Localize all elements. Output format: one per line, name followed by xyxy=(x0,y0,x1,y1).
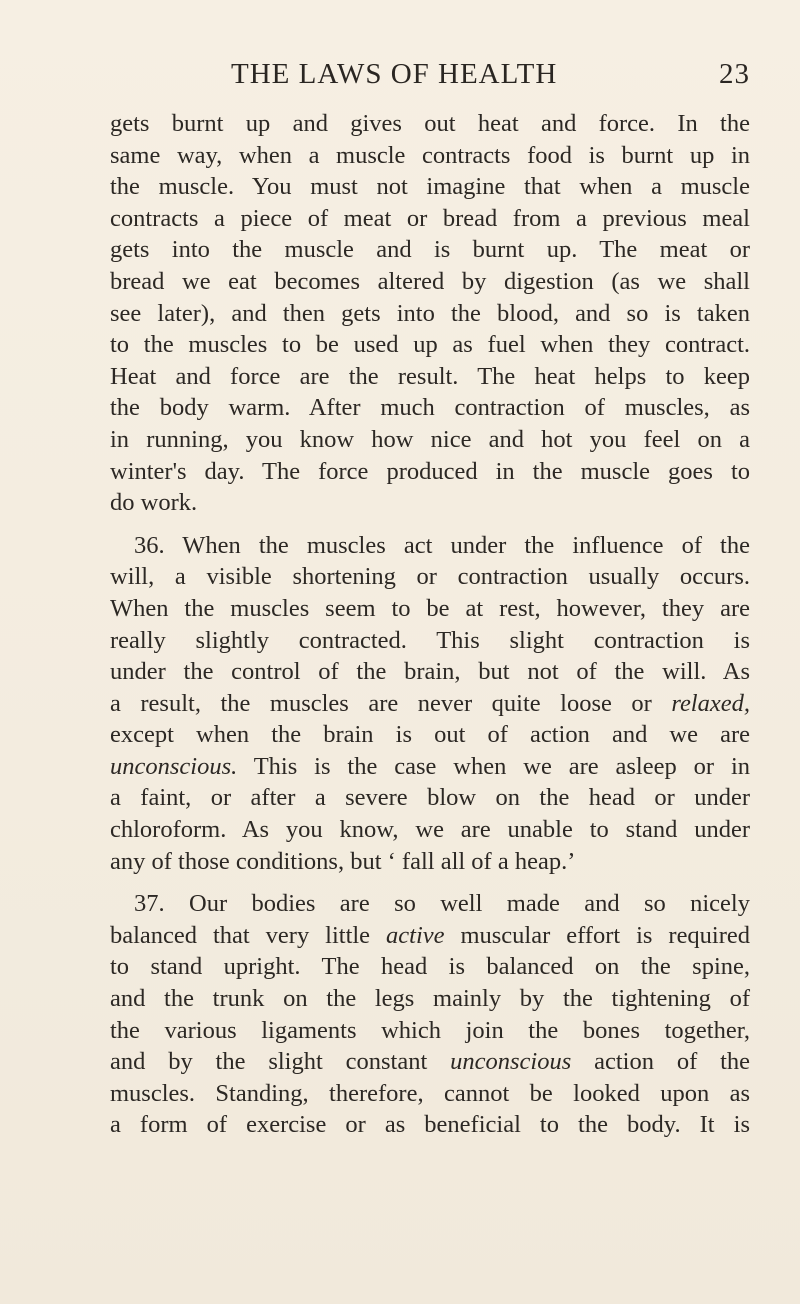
italic-text: active xyxy=(386,921,445,949)
paragraph xyxy=(110,530,750,878)
paragraph xyxy=(110,888,750,1141)
text-line: winter's day. The force produced in the muscle goes to xyxy=(110,457,750,485)
text-line: the various ligaments which join the bones together, xyxy=(110,1016,750,1044)
text-line: see later), and then gets into the blood, and so is taken xyxy=(110,299,750,327)
text-line: 37. Our bodies are so well made and so nicely xyxy=(134,890,750,918)
text-line: to the muscles to be used up as fuel when they contract. xyxy=(110,331,750,359)
text-segment: balanced that very little xyxy=(110,921,371,949)
text-line xyxy=(110,920,750,952)
text-line: will, a visible shortening or contraction usually occurs. xyxy=(110,563,750,591)
text-line: gets into the muscle and is burnt up. The meat or xyxy=(110,236,750,264)
text-segment: muscular effort is required xyxy=(460,921,751,949)
page-number: 23 xyxy=(719,58,750,90)
text-line xyxy=(110,688,750,720)
text-line: do work. xyxy=(110,489,198,517)
text-line: Heat and force are the result. The heat helps to keep xyxy=(110,362,750,390)
text-line: a faint, or after a severe blow on the head or under xyxy=(110,784,750,812)
text-line: to stand upright. The head is balanced on the spine, xyxy=(110,953,750,981)
paragraph xyxy=(110,108,750,519)
text-line: chloroform. As you know, we are unable to stand under xyxy=(110,816,750,844)
text-line: same way, when a muscle contracts food is burnt up in xyxy=(110,141,750,169)
text-line: any of those conditions, but ‘ fall all of a heap.’ xyxy=(110,847,576,875)
italic-text: unconscious xyxy=(450,1048,572,1076)
text-segment: and by the slight constant xyxy=(110,1048,428,1076)
text-line: the muscle. You must not imagine that when a muscle xyxy=(110,173,750,201)
italic-text: relaxed, xyxy=(671,689,750,717)
text-line: and the trunk on the legs mainly by the tightening of xyxy=(110,985,750,1013)
running-title: THE LAWS OF HEALTH xyxy=(231,58,558,90)
text-line xyxy=(110,751,750,783)
text-line: the body warm. After much contraction of muscles, as xyxy=(110,394,750,422)
page-header xyxy=(110,58,750,98)
text-line: gets burnt up and gives out heat and force. In the xyxy=(110,110,750,137)
body-text xyxy=(110,108,750,1141)
text-line: except when the brain is out of action and we are xyxy=(110,721,750,749)
text-line: bread we eat becomes altered by digestion (as we shall xyxy=(110,267,750,295)
text-segment: action of the xyxy=(594,1048,750,1076)
text-line: muscles. Standing, therefore, cannot be looked upon as xyxy=(110,1079,750,1107)
text-line: a form of exercise or as beneficial to the body. It is xyxy=(110,1111,750,1139)
text-segment: a result, the muscles are never quite loose or xyxy=(110,689,652,717)
text-line: really slightly contracted. This slight contraction is xyxy=(110,626,750,654)
text-line: 36. When the muscles act under the influence of the xyxy=(134,531,750,559)
text-line: under the control of the brain, but not of the will. As xyxy=(110,658,750,686)
italic-text: unconscious. xyxy=(110,752,238,780)
text-line: contracts a piece of meat or bread from a previous meal xyxy=(110,204,750,232)
text-line: When the muscles seem to be at rest, however, they are xyxy=(110,594,750,622)
text-line: in running, you know how nice and hot you feel on a xyxy=(110,425,750,453)
text-line xyxy=(110,1046,750,1078)
text-segment: This is the case when we are asleep or in xyxy=(253,752,750,780)
